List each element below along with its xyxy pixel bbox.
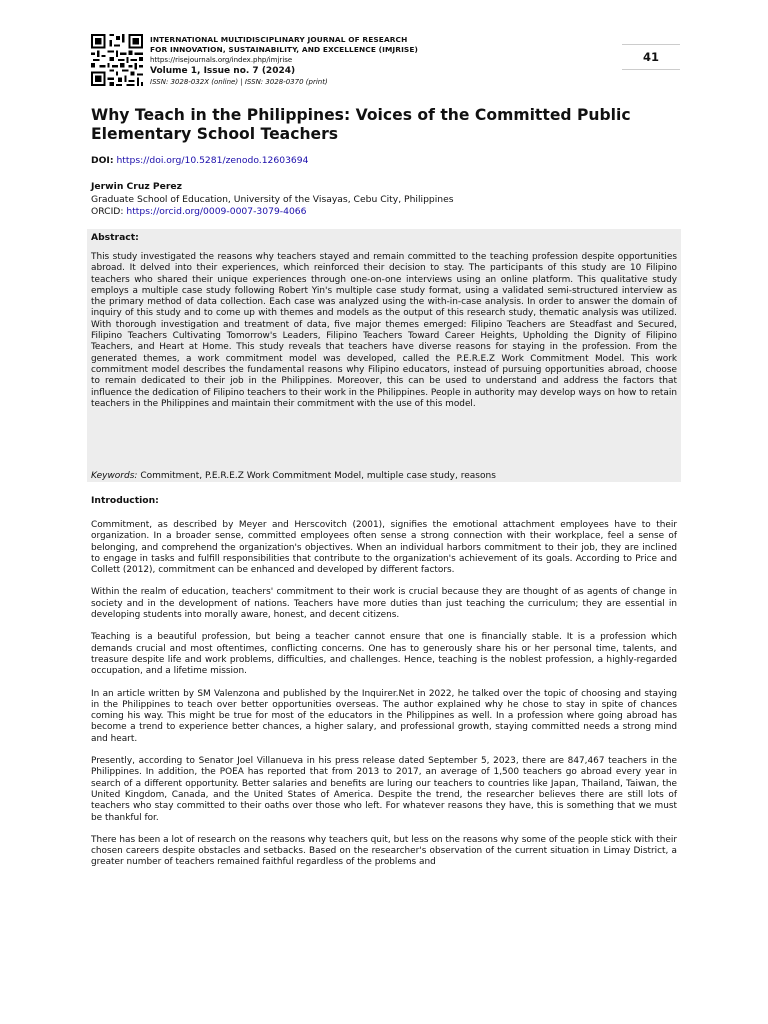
orcid-link[interactable]: https://orcid.org/0009-0007-3079-4066 [126, 206, 307, 218]
body-paragraph: There has been a lot of research on the reasons why teachers quit, but less on the reasons why some of the people stick with their chosen careers despite obstacles and setbacks. Based on the researcher's observation of the current situation in Limay District, a greater number of teachers remained faithful regardless of the problems and [91, 834, 677, 868]
doi-link[interactable]: https://doi.org/10.5281/zenodo.12603694 [116, 155, 309, 166]
journal-title-line2: FOR INNOVATION, SUSTAINABILITY, AND EXCELLENCE (IMJRISE) [150, 45, 418, 54]
page-number: 41 [622, 44, 680, 70]
journal-volume: Volume 1, Issue no. 7 (2024) [150, 66, 296, 76]
body-paragraph: Teaching is a beautiful profession, but being a teacher cannot ensure that one is financially stable. It is a profession which demands crucial and most oftentimes, conflicting concerns. One has to generously share his or her personal time, talents, and treasure despite life and work problems, difficulties, and challenges. Hence, teaching is the noblest profession, a highly-regarded occupation, and a lifetime mission. [91, 632, 677, 677]
qr-code-icon [91, 34, 143, 86]
keywords-label: Keywords: [91, 471, 138, 481]
journal-url[interactable]: https://risejournals.org/index.php/imjrise [150, 56, 293, 64]
orcid-label: ORCID: [91, 206, 124, 218]
body-paragraph: Commitment, as described by Meyer and Herscovitch (2001), signifies the emotional attachment employees have to their organization. In a broader sense, committed employees often sense a strong connection with their workplace, feel a sense of belonging, and comprehend the organization's objectives. When an individual harbors commitment to their job, they are inclined to engage in tasks and fulfill responsibilities that contribute to the organization's achievement of its goals. According to Price and Collett (2012), commitment can be enhanced and developed by different factors. [91, 520, 677, 576]
orcid-line [91, 206, 454, 219]
abstract-heading: Abstract: [91, 232, 139, 243]
journal-title-line1: INTERNATIONAL MULTIDISCIPLINARY JOURNAL OF RESEARCH [150, 35, 408, 44]
doi-label: DOI: [91, 155, 114, 166]
journal-header [91, 34, 680, 94]
article-title: Why Teach in the Philippines: Voices of the Committed Public Elementary School Teachers [91, 106, 631, 143]
journal-info [150, 35, 600, 87]
body-paragraph: Within the realm of education, teachers' commitment to their work is crucial because they are thought of as agents of change in society and in the development of nations. Teachers have more duties than just teaching the curriculum; they are essential in developing students into morally aware, honest, and decent citizens. [91, 587, 677, 621]
author-affiliation: Graduate School of Education, University of the Visayas, Cebu City, Philippines [91, 193, 454, 205]
author-block [91, 181, 454, 219]
author-name: Jerwin Cruz Perez [91, 181, 182, 192]
introduction-heading: Introduction: [91, 495, 159, 506]
introduction-body [91, 520, 677, 880]
journal-issn: ISSN: 3028-032X (online) | ISSN: 3028-0370 (print) [150, 78, 328, 86]
doi-line [91, 155, 308, 166]
body-paragraph: Presently, according to Senator Joel Villanueva in his press release dated September 5, 2023, there are 847,467 teachers in the Philippines. In addition, the POEA has reported that from 2013 to 2017, an average of 1,500 teachers go abroad every year in search of a different opportunity. Better salaries and benefits are luring our teachers to countries like Japan, Thailand, Taiwan, the United Kingdom, Canada, and the United States of America. Despite the trend, the researcher believes there are still lots of teachers who stay committed to their oaths over those who left. For whatever reasons they have, this is something that we must be thankful for. [91, 756, 677, 823]
abstract-text: This study investigated the reasons why teachers stayed and remain committed to the teaching profession despite opportunities abroad. It delved into their experiences, which reinforced their decision to stay. The participants of this study are 10 Filipino teachers who shared their unique experiences through one-on-one interviews using an online platform. This qualitative study employs a multiple case study following Robert Yin's multiple case study format, using a validated semi-structured interview as the primary method of data collection. Each case was analyzed using the with-in-case analysis. In order to answer the domain of inquiry of this study and to come up with themes and models as the output of this research study, thematic analysis was utilized. With thorough investigation and treatment of data, five major themes emerged: Filipino Teachers are Steadfast and Secured, Filipino Teachers Cultivating Tomorrow's Leaders, Filipino Teachers Toward Career Heights, Upholding the Dignity of Filipino Teachers, and Heart at Home. This study reveals that teachers have diverse reasons for staying in the profession. From the generated themes, a work commitment model was developed, called the P.E.R.E.Z Work Commitment Model. This work commitment model describes the fundamental reasons why Filipino educators, instead of pursuing opportunities abroad, choose to remain dedicated to their job in the Philippines. Moreover, this can be used to understand and address the factors that influence the dedication of Filipino teachers to their work in the Philippines. People in authority may develop ways on how to retain teachers in the Philippines and maintain their commitment with the use of this model. [91, 252, 677, 409]
keywords-line [91, 471, 496, 481]
keywords-text: Commitment, P.E.R.E.Z Work Commitment Model, multiple case study, reasons [140, 471, 496, 481]
body-paragraph: In an article written by SM Valenzona and published by the Inquirer.Net in 2022, he talked over the topic of choosing and staying in the Philippines to teach over better opportunities overseas. The author explained why he chose to stay in spite of chances coming his way. This might be true for most of the educators in the Philippines as well. In a profession where going abroad has become a trend to experience better chances, a higher salary, and professional growth, staying committed needs a strong mind and heart. [91, 688, 677, 744]
abstract-box [87, 229, 681, 482]
